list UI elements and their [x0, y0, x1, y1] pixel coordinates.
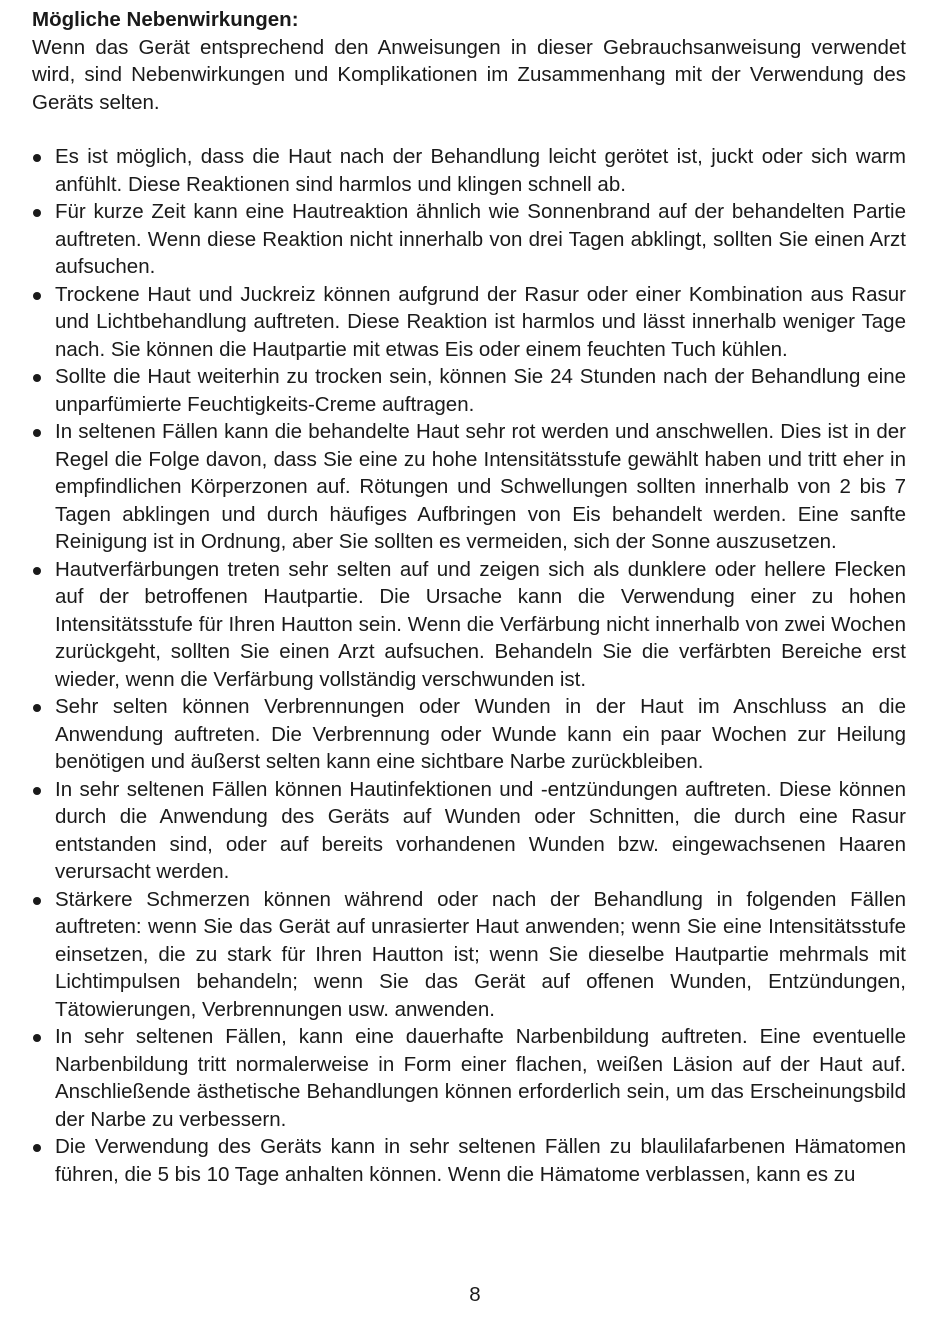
document-page [32, 6, 906, 1188]
page-number: 8 [469, 1283, 481, 1306]
bullet-icon [33, 567, 41, 575]
side-effects-list [32, 143, 906, 1188]
list-item [32, 556, 906, 694]
list-item [32, 776, 906, 886]
bullet-icon [33, 1034, 41, 1042]
list-item-text: Die Verwendung des Geräts kann in sehr seltenen Fällen zu blaulilafarbenen Hämatomen führen, die 5 bis 10 Tage anhalten können. Wenn die Hämatome verblassen, kann es zu [55, 1135, 906, 1186]
list-item [32, 693, 906, 776]
list-item [32, 143, 906, 198]
list-item [32, 1133, 906, 1188]
list-item-text: Trockene Haut und Juckreiz können aufgrund der Rasur oder einer Kombination aus Rasur und Lichtbehandlung auftreten. Diese Reaktion ist harmlos und lässt innerhalb weniger Tage nach. Sie können die Hautpartie mit etwas Eis oder einem feuchten Tuch kühlen. [55, 282, 906, 361]
list-item [32, 1023, 906, 1133]
list-item [32, 198, 906, 281]
list-item-text: Für kurze Zeit kann eine Hautreaktion ähnlich wie Sonnenbrand auf der behandelten Partie auftreten. Wenn diese Reaktion nicht innerhalb von drei Tagen abklingt, sollten Sie einen Arzt aufsuchen. [55, 200, 906, 278]
list-item [32, 363, 906, 418]
bullet-icon [33, 292, 41, 300]
list-item-text: Hautverfärbungen treten sehr selten auf und zeigen sich als dunklere oder hellere Flecken auf der betroffenen Hautpartie. Die Ursache kann die Verwendung einer zu hohen Intensitätsstufe für Ihren Hautton sein. Wenn die Verfärbung nicht innerhalb von zwei Wochen zurückgeht, sollten Sie einen Arzt aufsuchen. Behandeln Sie die verfärbten Bereiche erst wieder, wenn die Verfärbung vollständig verschwunden ist. [55, 557, 906, 691]
bullet-icon [33, 374, 41, 382]
bullet-icon [33, 897, 41, 905]
list-item [32, 418, 906, 556]
bullet-icon [33, 209, 41, 217]
list-item-text: Sollte die Haut weiterhin zu trocken sein, können Sie 24 Stunden nach der Behandlung eine unparfümierte Feuchtigkeits-Creme auftragen. [55, 365, 906, 416]
list-item-text: In sehr seltenen Fällen, kann eine dauerhafte Narbenbildung auftreten. Eine eventuelle Narbenbildung tritt normalerweise in Form einer flachen, weißen Läsion auf der Haut auf. Anschließende ästhetische Behandlungen können erforderlich sein, um das Erscheinungsbild der Narbe zu verbessern. [55, 1025, 906, 1131]
bullet-icon [33, 429, 41, 437]
bullet-icon [33, 154, 41, 162]
list-item-text: Sehr selten können Verbrennungen oder Wunden in der Haut im Anschluss an die Anwendung auftreten. Die Verbrennung oder Wunde kann ein paar Wochen zur Heilung benötigen und äußerst selten kann eine sichtbare Narbe zurückbleiben. [55, 695, 906, 773]
section-heading: Mögliche Nebenwirkungen: [32, 8, 299, 31]
bullet-icon [33, 1144, 41, 1152]
list-item-text: In sehr seltenen Fällen können Hautinfektionen und -entzündungen auftreten. Diese können durch die Anwendung des Geräts auf Wunden oder Schnitten, die durch eine Rasur entstanden sind, oder auf bereits vorhandenen Wunden bzw. eingewachsenen Haaren verursacht werden. [55, 777, 906, 883]
bullet-icon [33, 704, 41, 712]
intro-paragraph: Wenn das Gerät entsprechend den Anweisungen in dieser Gebrauchsanweisung verwendet wird, sind Nebenwirkungen und Komplikationen im Zusammenhang mit der Verwendung des Geräts selten. [32, 35, 906, 114]
list-item [32, 281, 906, 364]
list-item-text: Es ist möglich, dass die Haut nach der Behandlung leicht gerötet ist, juckt oder sich warm anfühlt. Diese Reaktionen sind harmlos und klingen schnell ab. [55, 145, 906, 196]
list-item-text: Stärkere Schmerzen können während oder nach der Behandlung in folgenden Fällen auftreten: wenn Sie das Gerät auf unrasierter Haut anwenden; wenn Sie eine Intensitätsstufe einsetzen, die zu stark für Ihren Hautton ist; wenn Sie dieselbe Hautpartie mehrmals mit Lichtimpulsen behandeln; wenn Sie das Gerät auf offenen Wunden, Entzündungen, Tätowierungen, Verbrennungen usw. anwenden. [55, 887, 906, 1021]
bullet-icon [33, 787, 41, 795]
list-item-text: In seltenen Fällen kann die behandelte Haut sehr rot werden und anschwellen. Dies ist in der Regel die Folge davon, dass Sie eine zu hohe Intensitätsstufe gewählt haben und tritt eher in empfindlichen Körperzonen auf. Rötungen und Schwellungen sollten innerhalb von 2 bis 7 Tagen abklingen und durch häufiges Aufbringen von Eis behandelt werden. Eine sanfte Reinigung ist in Ordnung, aber Sie sollten es vermeiden, sich der Sonne auszusetzen. [55, 420, 906, 553]
list-item [32, 886, 906, 1024]
